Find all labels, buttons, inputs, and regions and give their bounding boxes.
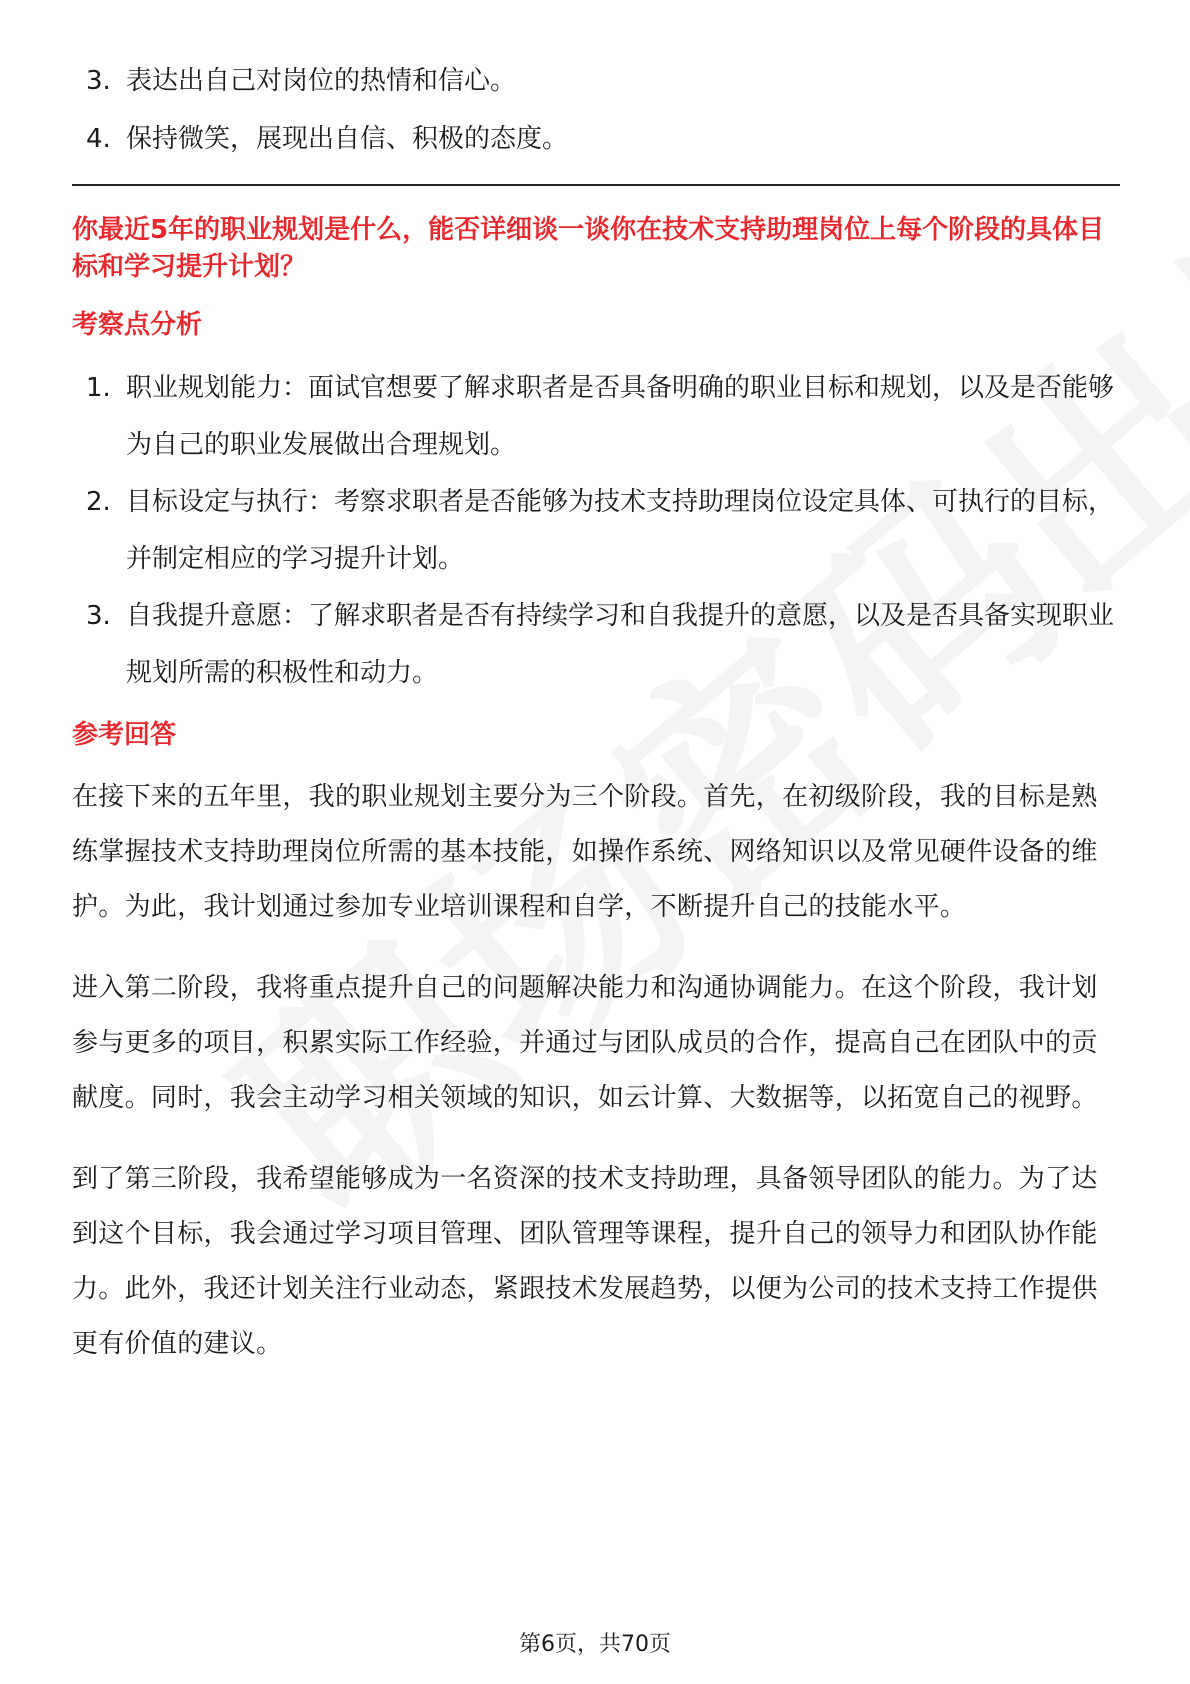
list-number: 3. [86, 601, 111, 631]
list-number: 4. [86, 124, 111, 154]
list-text: 表达出自己对岗位的热情和信心。 [126, 66, 517, 96]
list-item [72, 474, 1120, 588]
list-text: 职业规划能力：面试官想要了解求职者是否具备明确的职业目标和规划，以及是否能够为自己的职业发展做出合理规划。 [126, 373, 1115, 460]
list-number: 2. [86, 487, 111, 517]
list-item [72, 122, 1120, 156]
answer-paragraph: 在接下来的五年里，我的职业规划主要分为三个阶段。首先，在初级阶段，我的目标是熟练掌握技术支持助理岗位所需的基本技能，如操作系统、网络知识以及常见硬件设备的维护。为此，我计划通过参加专业培训课程和自学，不断提升自己的技能水平。 [72, 782, 1098, 922]
list-text: 自我提升意愿：了解求职者是否有持续学习和自我提升的意愿，以及是否具备实现职业规划所需的积极性和动力。 [126, 601, 1115, 688]
page-content [72, 64, 1120, 1398]
interview-question: 你最近5年的职业规划是什么，能否详细谈一谈你在技术支持助理岗位上每个阶段的具体目标和学习提升计划？ [72, 215, 1105, 282]
analysis-heading: 考察点分析 [72, 310, 203, 340]
answer-heading: 参考回答 [72, 720, 177, 750]
previous-tips-list [72, 64, 1120, 156]
list-item [72, 588, 1120, 702]
list-item [72, 360, 1120, 474]
list-text: 目标设定与执行：考察求职者是否能够为技术支持助理岗位设定具体、可执行的目标，并制定相应的学习提升计划。 [126, 487, 1115, 574]
section-divider [72, 184, 1120, 186]
list-number: 1. [86, 373, 111, 403]
answer-paragraph: 进入第二阶段，我将重点提升自己的问题解决能力和沟通协调能力。在这个阶段，我计划参与更多的项目，积累实际工作经验，并通过与团队成员的合作，提高自己在团队中的贡献度。同时，我会主动学习相关领域的知识，如云计算、大数据等，以拓宽自己的视野。 [72, 973, 1098, 1113]
list-text: 保持微笑，展现出自信、积极的态度。 [126, 124, 569, 154]
page-number: 第6页，共70页 [519, 1632, 671, 1657]
list-number: 3. [86, 66, 111, 96]
reference-answer [72, 770, 1120, 1372]
list-item [72, 64, 1120, 98]
analysis-list [72, 360, 1120, 702]
answer-paragraph: 到了第三阶段，我希望能够成为一名资深的技术支持助理，具备领导团队的能力。为了达到这个目标，我会通过学习项目管理、团队管理等课程，提升自己的领导力和团队协作能力。此外，我还计划关注行业动态，紧跟技术发展趋势，以便为公司的技术支持工作提供更有价值的建议。 [72, 1164, 1098, 1359]
